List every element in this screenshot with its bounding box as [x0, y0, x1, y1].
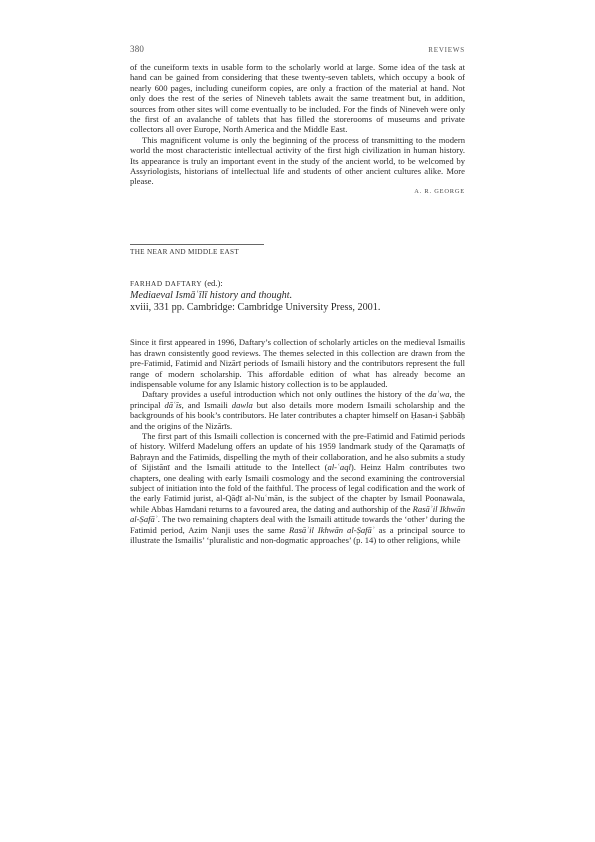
journal-page — [130, 44, 465, 545]
review-paragraph — [130, 389, 465, 431]
review-italic-term: Rasāʾil Ikhwān al-Ṣafāʾ — [130, 503, 465, 525]
page-number: 380 — [130, 44, 145, 54]
review-italic-term: Rasāʾil Ikhwān al-Ṣafāʾ — [289, 524, 375, 535]
review-text: Daftary provides a useful introduction which not only outlines the history of the — [142, 389, 429, 400]
review-text: , and Ismaili — [181, 399, 232, 410]
review-header — [130, 278, 465, 314]
running-head-title: REVIEWS — [428, 46, 465, 54]
book-author: FARHAD DAFTARY — [130, 279, 203, 288]
review-text: . The two remaining chapters deal with the Ismaili attitude towards the ‘other’ during the Fatimid period, Azim Nanji uses the same — [130, 514, 465, 535]
running-head — [130, 44, 465, 54]
section-heading: THE NEAR AND MIDDLE EAST — [130, 247, 240, 256]
editor-note: (ed.): — [202, 277, 223, 288]
publication-details: xviii, 331 pp. Cambridge: Cambridge University Press, 2001. — [130, 302, 381, 314]
review-text: but also details more modern Ismaili scholarship and the backgrounds of his book’s contributors. He later contributes a chapter himself on Ḥasan-i Ṣabbāḥ and the origins of the Nizārīs. — [130, 399, 465, 431]
previous-review-paragraph: This magnificent volume is only the beginning of the process of transmitting to the modern world the most characteristic intellectual activity of the first high civilization in human history. Its appearance is truly an important event in the study of the ancient world, to be welcomed by Assyriologists, historians of intellectual life and students of other ancient cultures alike. More please. — [130, 134, 465, 187]
book-title: Mediaeval Ismāʿīlī history and thought. — [130, 289, 293, 301]
review-body — [130, 337, 465, 545]
review-text: as a principal source to illustrate the Ismailis’ ‘pluralistic and non-dogmatic approaches’ (p. 14) to other religions, while — [130, 524, 466, 545]
section-rule — [130, 244, 264, 245]
previous-review-paragraph: of the cuneiform texts in usable form to the scholarly world at large. Some idea of the task at hand can be gained from considering that these twenty-seven tablets, which occupy a book of nearly 600 pages, including cuneiform copies, are only a fraction of the material at hand. Not only does the rest of the series of Nineveh tablets await the same treatment but, in addition, sources from other sites will come eventually to be included. For the finds of Nineveh were only the first of an avalanche of tablets that has filled the storerooms of museums and private collectors all over Europe, North America and the Middle East. — [130, 62, 465, 135]
reviewer-signature: A. R. GEORGE — [414, 187, 465, 195]
review-text: The first part of this Ismaili collection is concerned with the pre-Fatimid and Fatimid periods of history. Wilferd Madelung offers an update of his 1959 landmark study of the Qaramaṭīs of Baḥrayn and the Fatimids, dispelling the myth of their collaboration, and he also submits a study of Sijistānī and the Ismaili attitude to the Intellect ( — [130, 430, 465, 473]
review-italic-term: al-ʿaql — [327, 462, 351, 473]
review-italic-term: dawla — [231, 399, 253, 410]
review-text: ). Heinz Halm contributes two chapters, one dealing with early Ismaili cosmology and the second examining the controversial subject of initiation into the fold of the faithful. The process of legal codification and the work of the early Fatimid jurist, al-Qāḍī al-Nuʿmān, is the subject of the chapter by Ismail Poonawala, while Abbas Hamdani returns to a favoured area, the dating and authorship of the — [130, 462, 465, 514]
review-paragraph: Since it first appeared in 1996, Daftary’s collection of scholarly articles on the medieval Ismailis has drawn consistently good reviews. The themes selected in this collection are drawn from the pre-Fatimid, Fatimid and Nizārī periods of Ismaili history and the contributors represent the full range of modern scholarship. This affordable edition of what has already become an indispensable volume for any Islamic history collection is to be applauded. — [130, 337, 465, 389]
book-author-line — [130, 278, 465, 290]
review-italic-term: daʿwa — [428, 389, 450, 400]
review-paragraph — [130, 431, 465, 545]
review-text: , the principal — [130, 389, 465, 410]
review-italic-term: dāʿīs — [164, 399, 182, 410]
